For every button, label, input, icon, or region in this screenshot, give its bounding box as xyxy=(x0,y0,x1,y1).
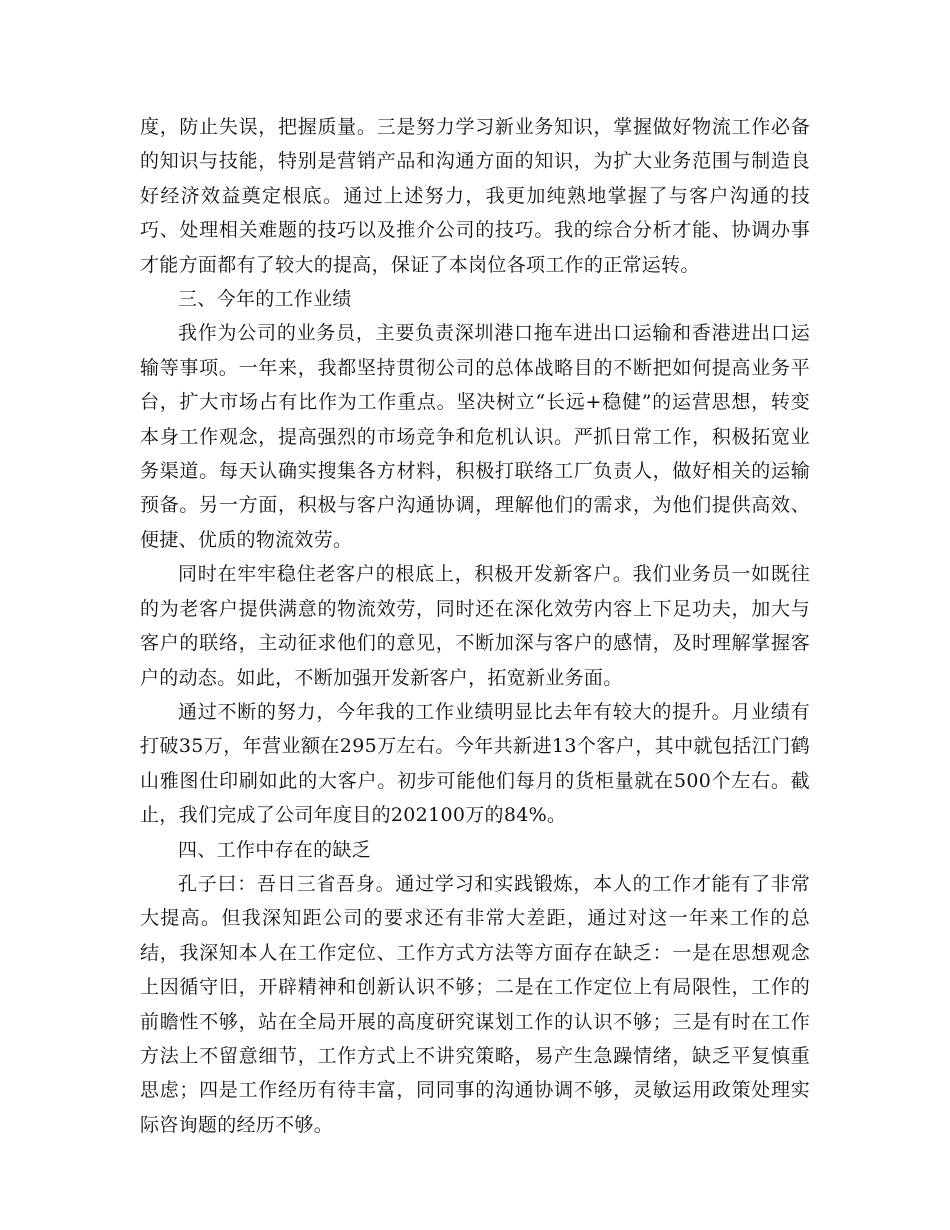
paragraph-body: 同时在牢牢稳住老客户的根底上，积极开发新客户。我们业务员一如既往的为老客户提供满意的物流效劳，同时还在深化效劳内容上下足功夫，加大与客户的联络，主动征求他们的意见，不断加深与客户的感情，及时理解掌握客户的动态。如此，不断加强开发新客户，拓宽新业务面。 xyxy=(140,563,810,689)
section-heading-achievements: 三、今年的工作业绩 xyxy=(178,288,352,311)
paragraph-body: 通过不断的努力，今年我的工作业绩明显比去年有较大的提升。月业绩有打破35万，年营业额在295万左右。今年共新进13个客户，其中就包括江门鹤山雅图仕印刷如此的大客户。初步可能他们每月的货柜量就在500个左右。截止，我们完成了公司年度目的202100万的84%。 xyxy=(140,700,810,827)
paragraph-body: 孔子曰：吾日三省吾身。通过学习和实践锻炼，本人的工作才能有了非常大提高。但我深知距公司的要求还有非常大差距，通过对这一年来工作的总结，我深知本人在工作定位、工作方式方法等方面存在缺乏：一是在思想观念上因循守旧，开辟精神和创新认识不够；二是在工作定位上有局限性，工作的前瞻性不够，站在全局开展的高度研究谋划工作的认识不够；三是有时在工作方法上不留意细节，工作方式上不讲究策略，易产生急躁情绪，缺乏平复慎重思虑；四是工作经历有待丰富，同同事的沟通协调不够，灵敏运用政策处理实际咨询题的经历不够。 xyxy=(140,872,810,1136)
section-heading-shortcomings: 四、工作中存在的缺乏 xyxy=(178,838,372,861)
paragraph-body: 我作为公司的业务员，主要负责深圳港口拖车进出口运输和香港进出口运输等事项。一年来，我都坚持贯彻公司的总体战略目的不断把如何提高业务平台，扩大市场占有比作为工作重点。坚决树立“长远+稳健”的运营思想，转变本身工作观念，提高强烈的市场竞争和危机认识。严抓日常工作，积极拓宽业务渠道。每天认确实搜集各方材料，积极打联络工厂负责人，做好相关的运输预备。另一方面，积极与客户沟通协调，理解他们的需求，为他们提供高效、便捷、优质的物流效劳。 xyxy=(140,322,810,551)
paragraph-continuation: 度，防止失误，把握质量。三是努力学习新业务知识，掌握做好物流工作必备的知识与技能，特别是营销产品和沟通方面的知识，为扩大业务范围与制造良好经济效益奠定根底。通过上述努力，我更加纯熟地掌握了与客户沟通的技巧、处理相关难题的技巧以及推介公司的技巧。我的综合分析才能、协调办事才能方面都有了较大的提高，保证了本岗位各项工作的正常运转。 xyxy=(140,116,810,276)
